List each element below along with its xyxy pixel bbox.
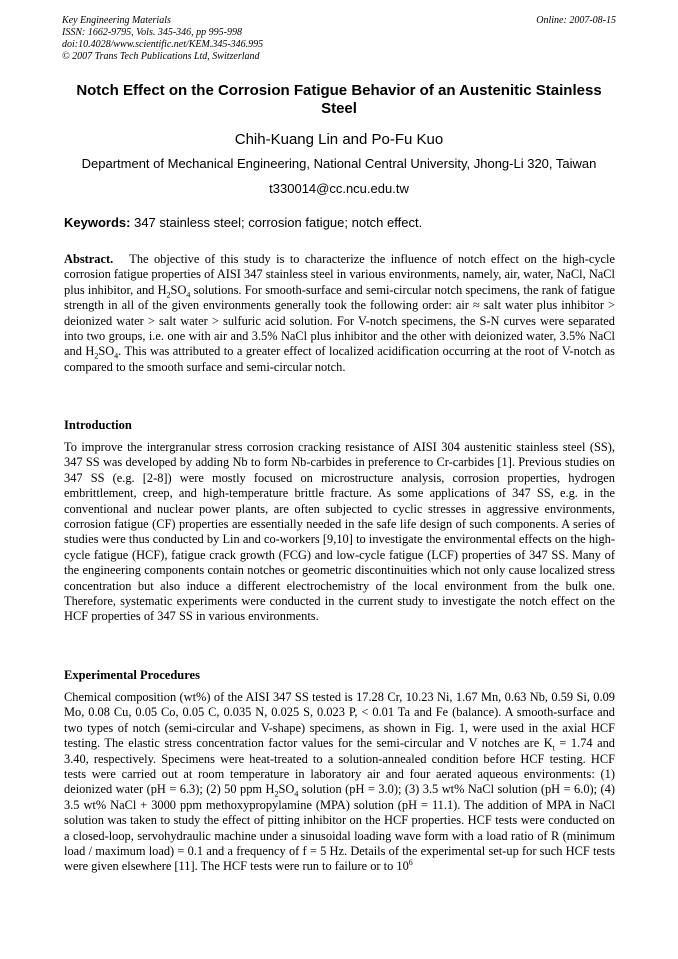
- keywords-text: 347 stainless steel; corrosion fatigue; notch effect.: [134, 215, 423, 230]
- experimental-text: [64, 690, 615, 875]
- author-email: t330014@cc.ncu.edu.tw: [269, 181, 409, 196]
- abstract-sub-4: 4: [114, 351, 119, 361]
- abstract-label: Abstract.: [64, 252, 114, 266]
- doi-line: doi:10.4028/www.scientific.net/KEM.345-346.995: [62, 39, 264, 50]
- exp-sub-3: 4: [294, 789, 299, 799]
- experimental-heading: Experimental Procedures: [64, 668, 200, 682]
- issn-line: ISSN: 1662-9795, Vols. 345-346, pp 995-998: [62, 27, 242, 38]
- exp-text-3: SO: [278, 782, 295, 797]
- copyright-line: © 2007 Trans Tech Publications Ltd, Switzerland: [62, 51, 260, 62]
- abstract-text-2: SO: [170, 282, 187, 297]
- authors: Chih-Kuang Lin and Po-Fu Kuo: [234, 131, 444, 148]
- paper-title: Notch Effect on the Corrosion Fatigue Behavior of an Austenitic Stainless Steel: [76, 82, 602, 117]
- abstract: [64, 252, 615, 375]
- abstract-sub-2: 4: [186, 290, 191, 300]
- journal-name: Key Engineering Materials: [62, 15, 171, 26]
- keywords: [64, 215, 624, 231]
- introduction-heading: Introduction: [64, 418, 132, 432]
- abstract-sub-3: 2: [94, 351, 99, 361]
- abstract-text-4: SO: [98, 344, 115, 359]
- exp-sup-1: 6: [408, 858, 413, 868]
- exp-text-4: solution (pH = 3.0); (3) 3.5 wt% NaCl solution (pH = 6.0); (4) 3.5 wt% NaCl + 3000 ppm methoxypropylamine (MPA) solution (pH = 11.1). The addition of MPA in NaCl solution was taken to study the effect of pitting inhibitor on the HCF properties. HCF tests were conducted on a closed-loop, servohydraulic machine under a sinusoidal loading wave form with a load ratio of R (minimum load / maximum load) = 0.1 and a frequency of f = 5 Hz. Details of the experimental set-up for such HCF tests were given elsewhere [11]. The HCF tests were run to failure or to 10: [64, 782, 615, 874]
- exp-sub-2: 2: [274, 789, 279, 799]
- online-date: Online: 2007-08-15: [536, 15, 616, 26]
- exp-text-1: Chemical composition (wt%) of the AISI 347 SS tested is 17.28 Cr, 10.23 Ni, 1.67 Mn, 0.63 Nb, 0.59 Si, 0.09 Mo, 0.08 Cu, 0.05 Co, 0.05 C, 0.035 N, 0.025 S, 0.023 P, < 0.01 Ta and Fe (balance). A smooth-surface and two types of notch (semi-circular and V-shape) specimens, as shown in Fig. 1, were used in the axial HCF testing. The elastic stress concentration factor values for the semi-circular and V notches are K: [64, 690, 615, 751]
- abstract-sub-1: 2: [166, 290, 171, 300]
- exp-text-2: = 1.74 and 3.40, respectively. Specimens were heat-treated to a solution-annealed condition before HCF testing. HCF tests were carried out at room temperature in laboratory air and four aerated aqueous environments: (1) deionized water (pH = 6.3); (2) 50 ppm H: [64, 736, 615, 797]
- introduction-text: To improve the intergranular stress corrosion cracking resistance of AISI 304 austenitic stainless steel (SS), 347 SS was developed by adding Nb to form Nb-carbides in preference to Cr-carbides [1]. Previous studies on 347 SS (e.g. [2-8]) were mostly focused on microstructure analysis, corrosion properties, hydrogen embrittlement, creep, and high-temperature brittle fracture. As some applications of 347 SS, e.g. in the conventional and nuclear power plants, are often subjected to cyclic stresses in aggressive environments, corrosion fatigue (CF) properties are essentially needed in the safe life design of such components. A series of studies were thus conducted by Lin and co-workers [9,10] to investigate the environmental effects on the high-cycle fatigue (HCF), fatigue crack growth (FCG) and low-cycle fatigue (LCF) properties of 347 SS. Many of the engineering components contain notches or geometric discontinuities which not only cause localized stress concentration but also induce a different electrochemistry of the local environment from the bulk one. Therefore, systematic experiments were conducted in the current study to investigate the notch effect on the HCF properties of 347 SS in various environments.: [64, 440, 615, 624]
- exp-sub-1: t: [552, 743, 555, 753]
- affiliation: Department of Mechanical Engineering, National Central University, Jhong-Li 320, Taiwan: [81, 156, 597, 171]
- abstract-text-3: solutions. For smooth-surface and semi-circular notch specimens, the rank of fatigue strength in all of the given environments generally took the following order: air ≈ salt water plus inhibitor > deionized water > salt water > sulfuric acid solution. For V-notch specimens, the S-N curves were separated into two groups, i.e. one with air and 3.5% NaCl plus inhibitor and the other with deionized water, 3.5% NaCl and H: [64, 282, 615, 359]
- journal-header: [62, 15, 616, 63]
- abstract-text-5: . This was attributed to a greater effect of localized acidification occurring at the root of V-notch as compared to the smooth surface and semi-circular notch.: [64, 344, 615, 374]
- abstract-text-1: The objective of this study is to characterize the influence of notch effect on the high-cycle corrosion fatigue properties of AISI 347 stainless steel in various environments, namely, air, water, NaCl, NaCl plus inhibitor, and H: [64, 252, 615, 297]
- keywords-label: Keywords:: [64, 215, 131, 230]
